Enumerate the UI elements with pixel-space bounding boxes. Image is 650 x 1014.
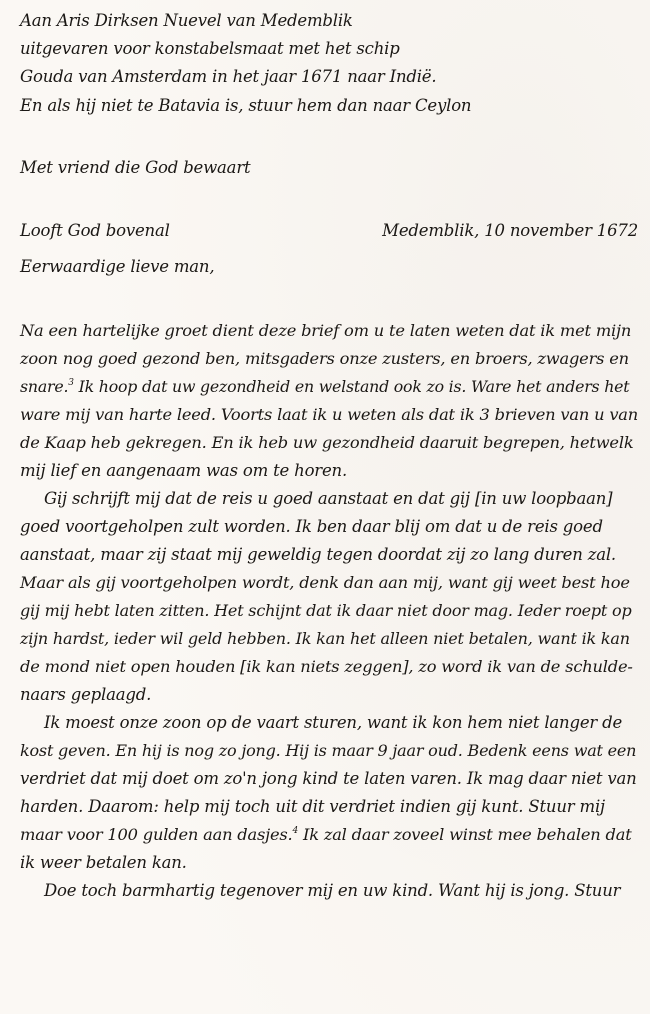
address-line-2: uitgevaren voor konstabelsmaat met het schip [20,39,400,58]
footnote-4: 4 [292,826,299,836]
p1-line-3-rest: Ik hoop dat uw gezondheid en welstand ook zo is. Ware het anders het [78,377,630,396]
p3-line-5-start: maar voor 100 gulden aan dasjes. [20,825,293,844]
p3-line-1: Ik moest onze zoon op de vaart sturen, want ik kon hem niet langer de [44,713,623,732]
p3-line-3: verdriet dat mij doet om zo'n jong kind te laten varen. Ik mag daar niet van [20,769,637,788]
p2-line-1: Gij schrijft mij dat de reis u goed aanstaat en dat gij [in uw loopbaan] [44,489,613,508]
p2-line-5: gij mij hebt laten zitten. Het schijnt dat ik daar niet door mag. Ieder roept op [20,601,632,620]
p1-line-3-start: snare. [20,377,69,396]
p1-line-2: zoon nog goed gezond ben, mitsgaders onze zusters, en broers, zwagers en [20,349,629,368]
p4-line-1: Doe toch barmhartig tegenover mij en uw kind. Want hij is jong. Stuur [44,881,621,900]
salutation: Eerwaardige lieve man, [20,257,215,276]
p2-line-3: aanstaat, maar zij staat mij geweldig tegen doordat zij zo lang duren zal. [20,545,616,564]
blessing: Met vriend die God bewaart [20,158,251,177]
p1-line-1: Na een hartelijke groet dient deze brief om u te laten weten dat ik met mijn [20,321,632,340]
p3-line-5 [20,822,632,848]
p1-line-5: de Kaap heb gekregen. En ik heb uw gezondheid daaruit begrepen, hetwelk [20,433,634,452]
praise: Looft God bovenal [20,221,170,240]
address-line-1: Aan Aris Dirksen Nuevel van Medemblik [20,11,353,30]
p3-line-2: kost geven. En hij is nog zo jong. Hij is maar 9 jaar oud. Bedenk eens wat een [20,741,637,760]
p1-line-4: ware mij van harte leed. Voorts laat ik u weten als dat ik 3 brieven van u van [20,405,639,424]
p3-line-5-rest: Ik zal daar zoveel winst mee behalen dat [303,825,632,844]
address-line-4: En als hij niet te Batavia is, stuur hem dan naar Ceylon [20,96,472,115]
p3-line-4: harden. Daarom: help mij toch uit dit verdriet indien gij kunt. Stuur mij [20,797,605,816]
p2-line-8: naars geplaagd. [20,685,152,704]
p2-line-2: goed voortgeholpen zult worden. Ik ben daar blij om dat u de reis goed [20,517,603,536]
address-line-3: Gouda van Amsterdam in het jaar 1671 naar Indië. [20,67,437,86]
p3-line-6: ik weer betalen kan. [20,853,187,872]
p2-line-7: de mond niet open houden [ik kan niets zeggen], zo word ik van de schulde- [20,657,633,676]
place-date: Medemblik, 10 november 1672 [382,221,638,240]
p2-line-6: zijn hardst, ieder wil geld hebben. Ik kan het alleen niet betalen, want ik kan [20,629,630,648]
p1-line-3 [20,374,629,400]
p2-line-4: Maar als gij voortgeholpen wordt, denk dan aan mij, want gij weet best hoe [20,573,630,592]
footnote-3: 3 [68,378,74,388]
p1-line-6: mij lief en aangenaam was om te horen. [20,461,348,480]
